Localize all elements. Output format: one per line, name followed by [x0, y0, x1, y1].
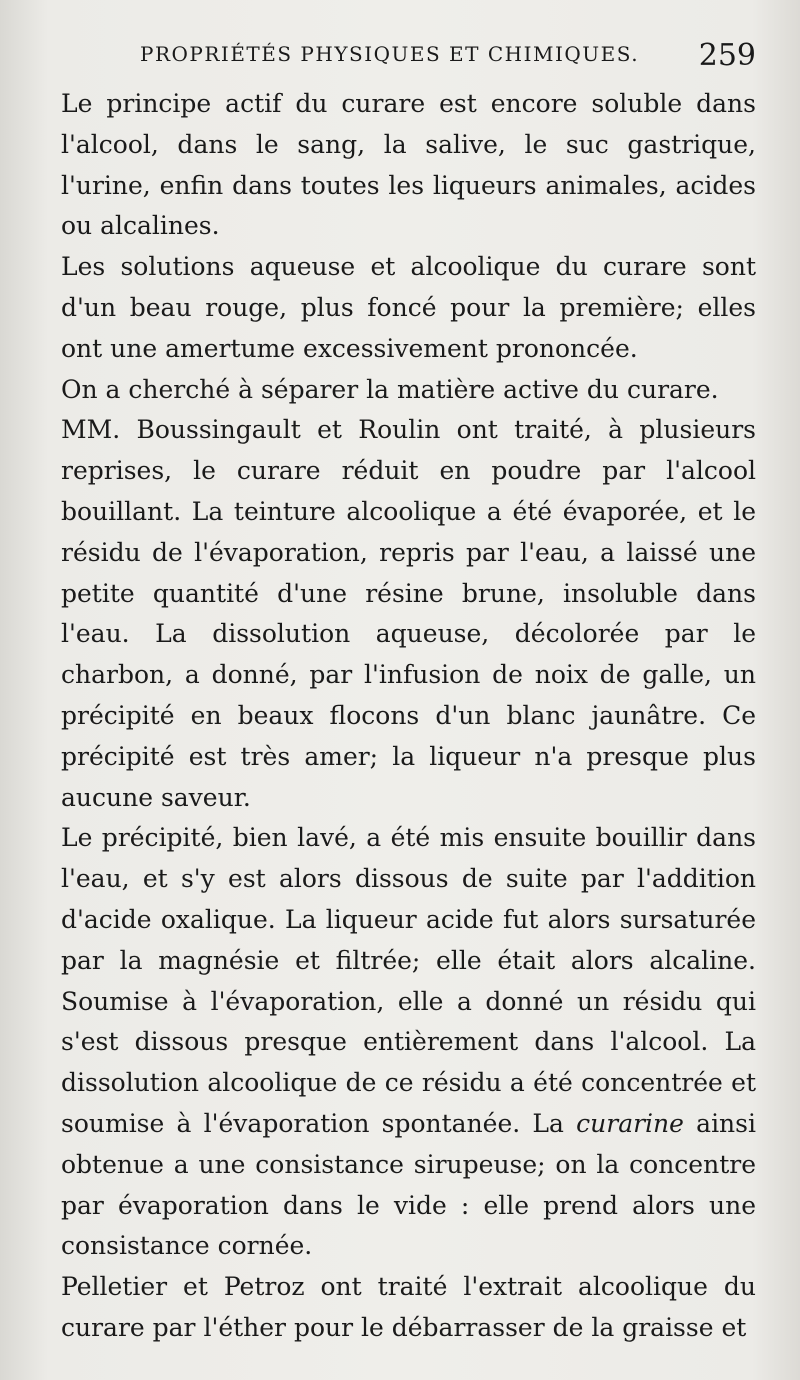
body-text [61, 84, 756, 1349]
page-header [60, 38, 756, 78]
paragraph-1: Le principe actif du curare est encore soluble dans l'alcool, dans le sang, la salive, le suc gastrique, l'urine, enfin dans toutes les liqueurs animales, acides ou alcalines. [61, 89, 756, 241]
paragraph-6: Pelletier et Petroz ont traité l'extrait alcoolique du curare par l'éther pour le débarrasser de la graisse et [61, 1272, 756, 1342]
paragraph-5-text: Le précipité, bien lavé, a été mis ensuite bouillir dans l'eau, et s'y est alors dissous de suite par l'addition d'acide oxalique. La liqueur acide fut alors sursaturée par la magnésie et filtrée; elle était alors alcaline. Soumise à l'évaporation, elle a donné un résidu qui s'est dissous presque entièrement dans l'alcool. La dissolution alcoolique de ce résidu a été concentrée et soumise à l'évaporation spontanée. La [61, 823, 756, 1138]
paragraph-5-continuation: ainsi obtenue a une consistance sirupeuse; on la concentre par évaporation dans le vide : elle prend alors une consistance cornée. [61, 1108, 756, 1261]
paragraph-2: Les solutions aqueuse et alcoolique du curare sont d'un beau rouge, plus foncé pour la première; elles ont une amertume excessivement prononcée. [61, 252, 756, 363]
running-title: PROPRIÉTÉS PHYSIQUES ET CHIMIQUES. [140, 42, 640, 66]
italic-term: curarine [576, 1108, 684, 1138]
paragraph-3: On a cherché à séparer la matière active du curare. [61, 374, 719, 404]
page-number: 259 [698, 38, 756, 73]
paragraph-4: MM. Boussingault et Roulin ont traité, à plusieurs reprises, le curare réduit en poudre par l'alcool bouillant. La teinture alcoolique a été évaporée, et le résidu de l'évaporation, repris par l'eau, a laissé une petite quantité d'une résine brune, insoluble dans l'eau. La dissolution aqueuse, décolorée par le charbon, a donné, par l'infusion de noix de galle, un précipité en beaux flocons d'un blanc jaunâtre. Ce précipité est très amer; la liqueur n'a presque plus aucune saveur. [61, 415, 756, 812]
paragraph-5 [61, 818, 756, 1267]
